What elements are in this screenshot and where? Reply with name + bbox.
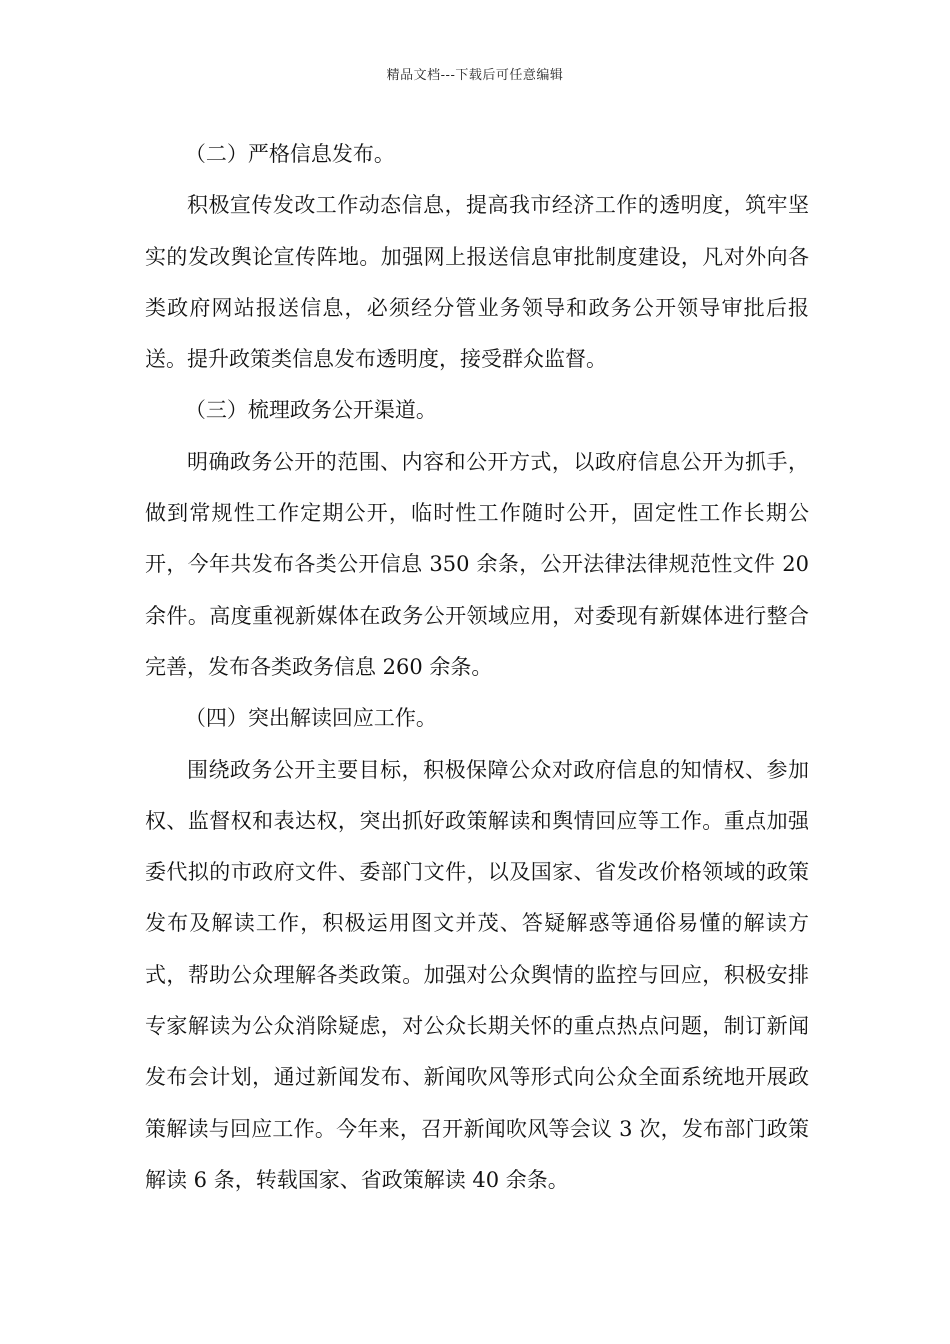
section-heading-4: （四）突出解读回应工作。 (184, 706, 437, 731)
section-paragraph-3: 明确政务公开的范围、内容和公开方式，以政府信息公开为抓手，做到常规性工作定期公开，临时性工作随时公开，固定性工作长期公开，今年共发布各类公开信息 350 余条，公开法律法律规范性文件 20 余件。高度重视新媒体在政务公开领域应用，对委现有新媒体进行整合完善，发布各类政务信息 260 余条。 (145, 449, 809, 679)
section-paragraph-4: 围绕政务公开主要目标，积极保障公众对政府信息的知情权、参加权、监督权和表达权，突出抓好政策解读和舆情回应等工作。重点加强委代拟的市政府文件、委部门文件，以及国家、省发改价格领域的政策发布及解读工作，积极运用图文并茂、答疑解惑等通俗易懂的解读方式，帮助公众理解各类政策。加强对公众舆情的监控与回应，积极安排专家解读为公众消除疑虑，对公众长期关怀的重点热点问题，制订新闻发布会计划，通过新闻发布、新闻吹风等形式向公众全面系统地开展政策解读与回应工作。今年来，召开新闻吹风等会议 3 次，发布部门政策解读 6 条，转载国家、省政策解读 40 余条。 (145, 757, 809, 1192)
page-header: 精品文档---下载后可任意编辑 (386, 68, 564, 83)
section-heading-3: （三）梳理政务公开渠道。 (184, 398, 437, 423)
section-heading-2: （二）严格信息发布。 (184, 142, 395, 166)
document-body (145, 129, 809, 1206)
section-paragraph-2: 积极宣传发改工作动态信息，提高我市经济工作的透明度，筑牢坚实的发改舆论宣传阵地。加强网上报送信息审批制度建设，凡对外向各类政府网站报送信息，必须经分管业务领导和政务公开领导审批后报送。提升政策类信息发布透明度，接受群众监督。 (145, 193, 809, 372)
